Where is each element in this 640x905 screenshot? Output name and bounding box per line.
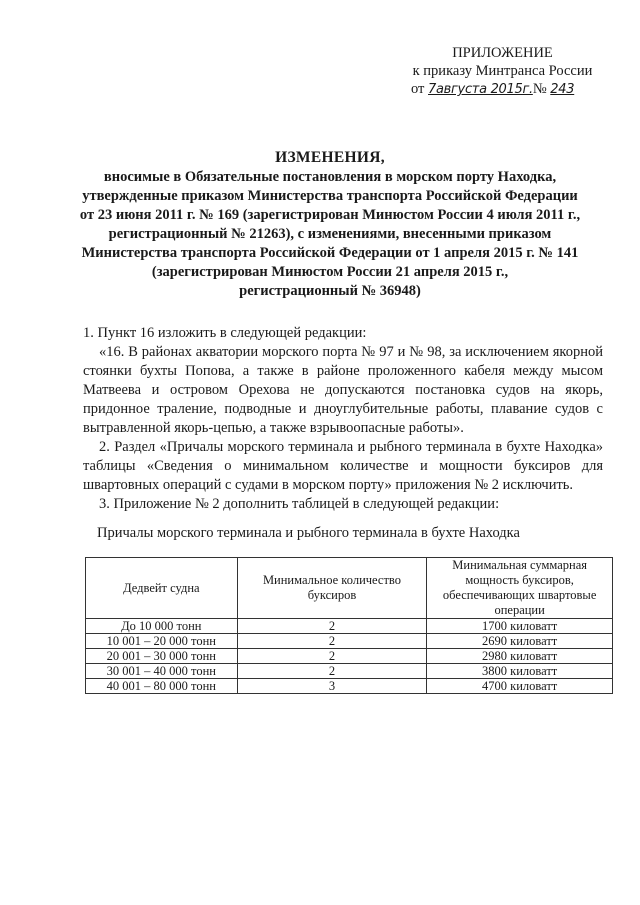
heading-line: регистрационный № 21263), с изменениями, внесенными приказом xyxy=(108,226,552,242)
appendix-order-of: к приказу Минтранса России xyxy=(412,63,593,79)
table-caption: Причалы морского терминала и рыбного терминала в бухте Находка xyxy=(97,525,520,541)
power-cell: 1700 киловатт xyxy=(427,619,613,634)
appendix-title: ПРИЛОЖЕНИЕ xyxy=(452,45,553,61)
tug-count-cell: 3 xyxy=(237,679,427,694)
tug-count-cell: 2 xyxy=(237,664,427,679)
power-cell: 3800 киловатт xyxy=(427,664,613,679)
heading-line: Министерства транспорта Российской Федерации от 1 апреля 2015 г. № 141 xyxy=(81,245,579,261)
appendix-order-line xyxy=(395,80,610,99)
tug-count-cell: 2 xyxy=(237,649,427,664)
table-row xyxy=(86,664,613,679)
power-cell: 2690 киловатт xyxy=(427,634,613,649)
table-row xyxy=(86,649,613,664)
table-row xyxy=(86,634,613,649)
tug-count-cell: 2 xyxy=(237,619,427,634)
deadweight-cell: 10 001 – 20 000 тонн xyxy=(86,634,238,649)
tug-requirements-table xyxy=(85,557,613,694)
table-row xyxy=(86,679,613,694)
order-number-prefix: № xyxy=(532,81,547,97)
heading-line: от 23 июня 2011 г. № 169 (зарегистрирован Минюстом России 4 июля 2011 г., xyxy=(79,207,581,223)
heading-line: утвержденные приказом Министерства транспорта Российской Федерации xyxy=(82,188,578,204)
order-prefix: от xyxy=(411,81,425,97)
power-cell: 4700 киловатт xyxy=(427,679,613,694)
deadweight-cell: До 10 000 тонн xyxy=(86,619,238,634)
paragraph-2: «16. В районах акватории морского порта № 97 и № 98, за исключением якорной стоянки бухты Попова, а также в районе проложенного кабеля между мысом Матвеева и островом Орехова не допускаются постановка судов на якорь, придонное траление, подводные и дноуглубительные работы, плавание судов с вытравленной якорь-цепью, а также взрывоопасные работы». xyxy=(83,344,603,436)
paragraph-1: 1. Пункт 16 изложить в следующей редакции: xyxy=(83,325,367,341)
order-date: 7августа 2015г. xyxy=(428,82,533,97)
deadweight-cell: 20 001 – 30 000 тонн xyxy=(86,649,238,664)
heading-title: ИЗМЕНЕНИЯ, xyxy=(275,149,385,166)
appendix-block xyxy=(395,44,610,99)
paragraph-4: 3. Приложение № 2 дополнить таблицей в следующей редакции: xyxy=(99,496,500,512)
header-min-power: Минимальная суммарная мощность буксиров, обеспечивающих швартовые операции xyxy=(427,558,613,619)
document-body xyxy=(83,324,603,514)
heading-line: вносимые в Обязательные постановления в морском порту Находка, xyxy=(103,169,557,185)
power-cell: 2980 киловатт xyxy=(427,649,613,664)
paragraph-3: 2. Раздел «Причалы морского терминала и рыбного терминала в бухте Находка» таблицы «Сведения о минимальном количестве и мощности буксиров для швартовных операций с судами в морском порту» приложения № 2 исключить. xyxy=(83,439,603,493)
heading-line: (зарегистрирован Минюстом России 21 апреля 2015 г., xyxy=(151,264,509,280)
header-deadweight: Дедвейт судна xyxy=(86,558,238,619)
table-row xyxy=(86,619,613,634)
document-heading xyxy=(40,148,620,301)
deadweight-cell: 40 001 – 80 000 тонн xyxy=(86,679,238,694)
tug-count-cell: 2 xyxy=(237,634,427,649)
heading-line: регистрационный № 36948) xyxy=(239,283,421,299)
order-number: 243 xyxy=(550,82,575,97)
header-min-tugs: Минимальное количество буксиров xyxy=(237,558,427,619)
deadweight-cell: 30 001 – 40 000 тонн xyxy=(86,664,238,679)
table-header-row xyxy=(86,558,613,619)
